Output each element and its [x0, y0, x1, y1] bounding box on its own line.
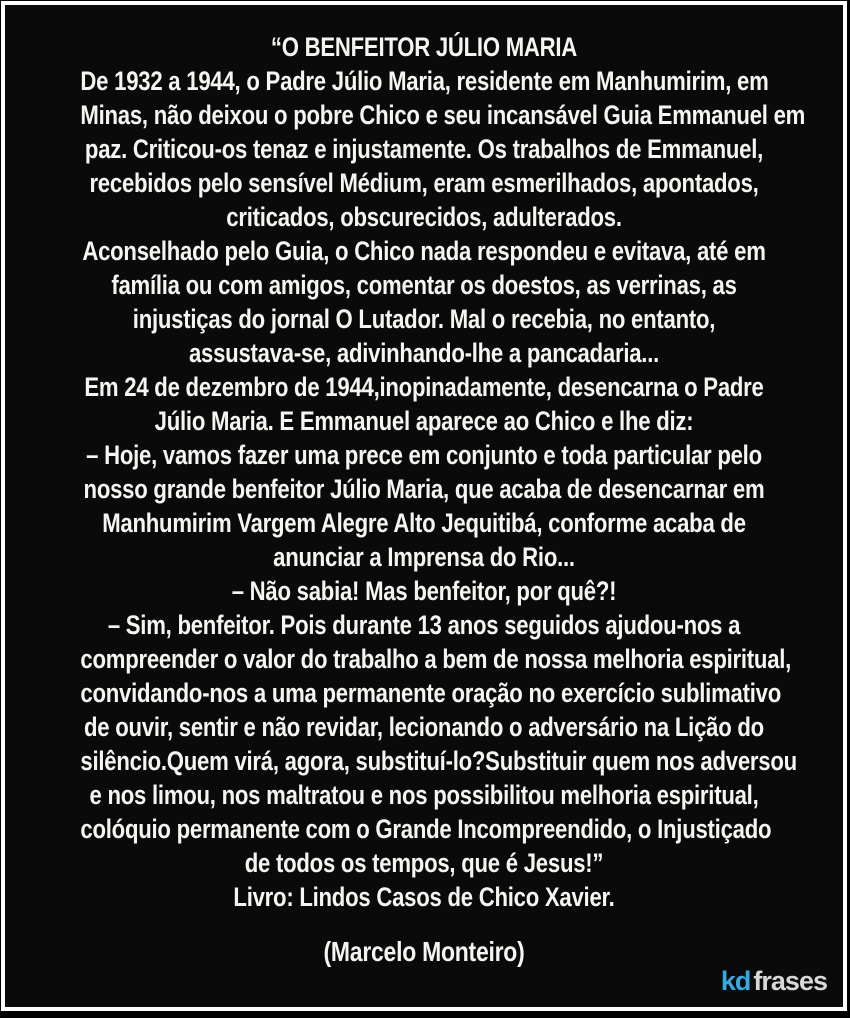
- quote-card: [5, 5, 843, 1007]
- quote-line: colóquio permanente com o Grande Incompreendido, o Injustiçado: [80, 814, 772, 844]
- quote-line: anunciar a Imprensa do Rio...: [273, 542, 575, 572]
- quote-line: Minas, não deixou o pobre Chico e seu incansável Guia Emmanuel em: [80, 100, 806, 130]
- quote-line: nosso grande benfeitor Júlio Maria, que acaba de desencarnar em: [83, 474, 765, 504]
- quote-line: compreender o valor do trabalho a bem de nossa melhoria espiritual,: [80, 644, 792, 674]
- kdfrases-logo: [721, 966, 827, 997]
- quote-line: de todos os tempos, que é Jesus!”: [244, 848, 604, 878]
- quote-line: família ou com amigos, comentar os doestos, as verrinas, as: [111, 270, 737, 300]
- quote-line: Aconselhado pelo Guia, o Chico nada respondeu e evitava, até em: [82, 236, 766, 266]
- quote-line: e nos limou, nos maltratou e nos possibilitou melhoria espiritual,: [89, 780, 759, 810]
- quote-line: – Hoje, vamos fazer uma prece em conjunto e toda particular pelo: [86, 440, 762, 470]
- quote-line: assustava-se, adivinhando-lhe a pancadaria...: [188, 338, 660, 368]
- quote-line: Em 24 de dezembro de 1944,inopinadamente, desencarna o Padre: [84, 372, 764, 402]
- quote-line: silêncio.Quem virá, agora, substituí-lo?Substituir quem nos adversou: [80, 746, 797, 776]
- quote-line: – Sim, benfeitor. Pois durante 13 anos seguidos ajudou-nos a: [107, 610, 741, 640]
- quote-line: De 1932 a 1944, o Padre Júlio Maria, residente em Manhumirim, em: [80, 66, 769, 96]
- quote-text: [80, 5, 806, 969]
- quote-line: Manhumirim Vargem Alegre Alto Jequitibá, conforme acaba de: [102, 508, 746, 538]
- quote-image-frame: [1, 1, 847, 1011]
- quote-line: injustiças do jornal O Lutador. Mal o recebia, no entanto,: [132, 304, 716, 334]
- quote-line: paz. Criticou-os tenaz e injustamente. Os trabalhos de Emmanuel,: [84, 134, 764, 164]
- quote-line: – Não sabia! Mas benfeitor, por quê?!: [231, 576, 617, 606]
- quote-line: recebidos pelo sensível Médium, eram esmerilhados, apontados,: [89, 168, 759, 198]
- author-line: (Marcelo Monteiro): [323, 936, 525, 967]
- quote-line: de ouvir, sentir e não revidar, lecionando o adversário na Lição do: [84, 712, 764, 742]
- quote-line: Livro: Lindos Casos de Chico Xavier.: [233, 882, 615, 912]
- quote-line: convidando-nos a uma permanente oração no exercício sublimativo: [80, 678, 781, 708]
- logo-kd: kd: [720, 966, 751, 996]
- logo-frases: frases: [753, 966, 827, 996]
- quote-line: Júlio Maria. E Emmanuel aparece ao Chico e lhe diz:: [154, 406, 694, 436]
- quote-line: criticados, obscurecidos, adulterados.: [226, 202, 622, 232]
- quote-line: “O BENFEITOR JÚLIO MARIA: [270, 32, 578, 62]
